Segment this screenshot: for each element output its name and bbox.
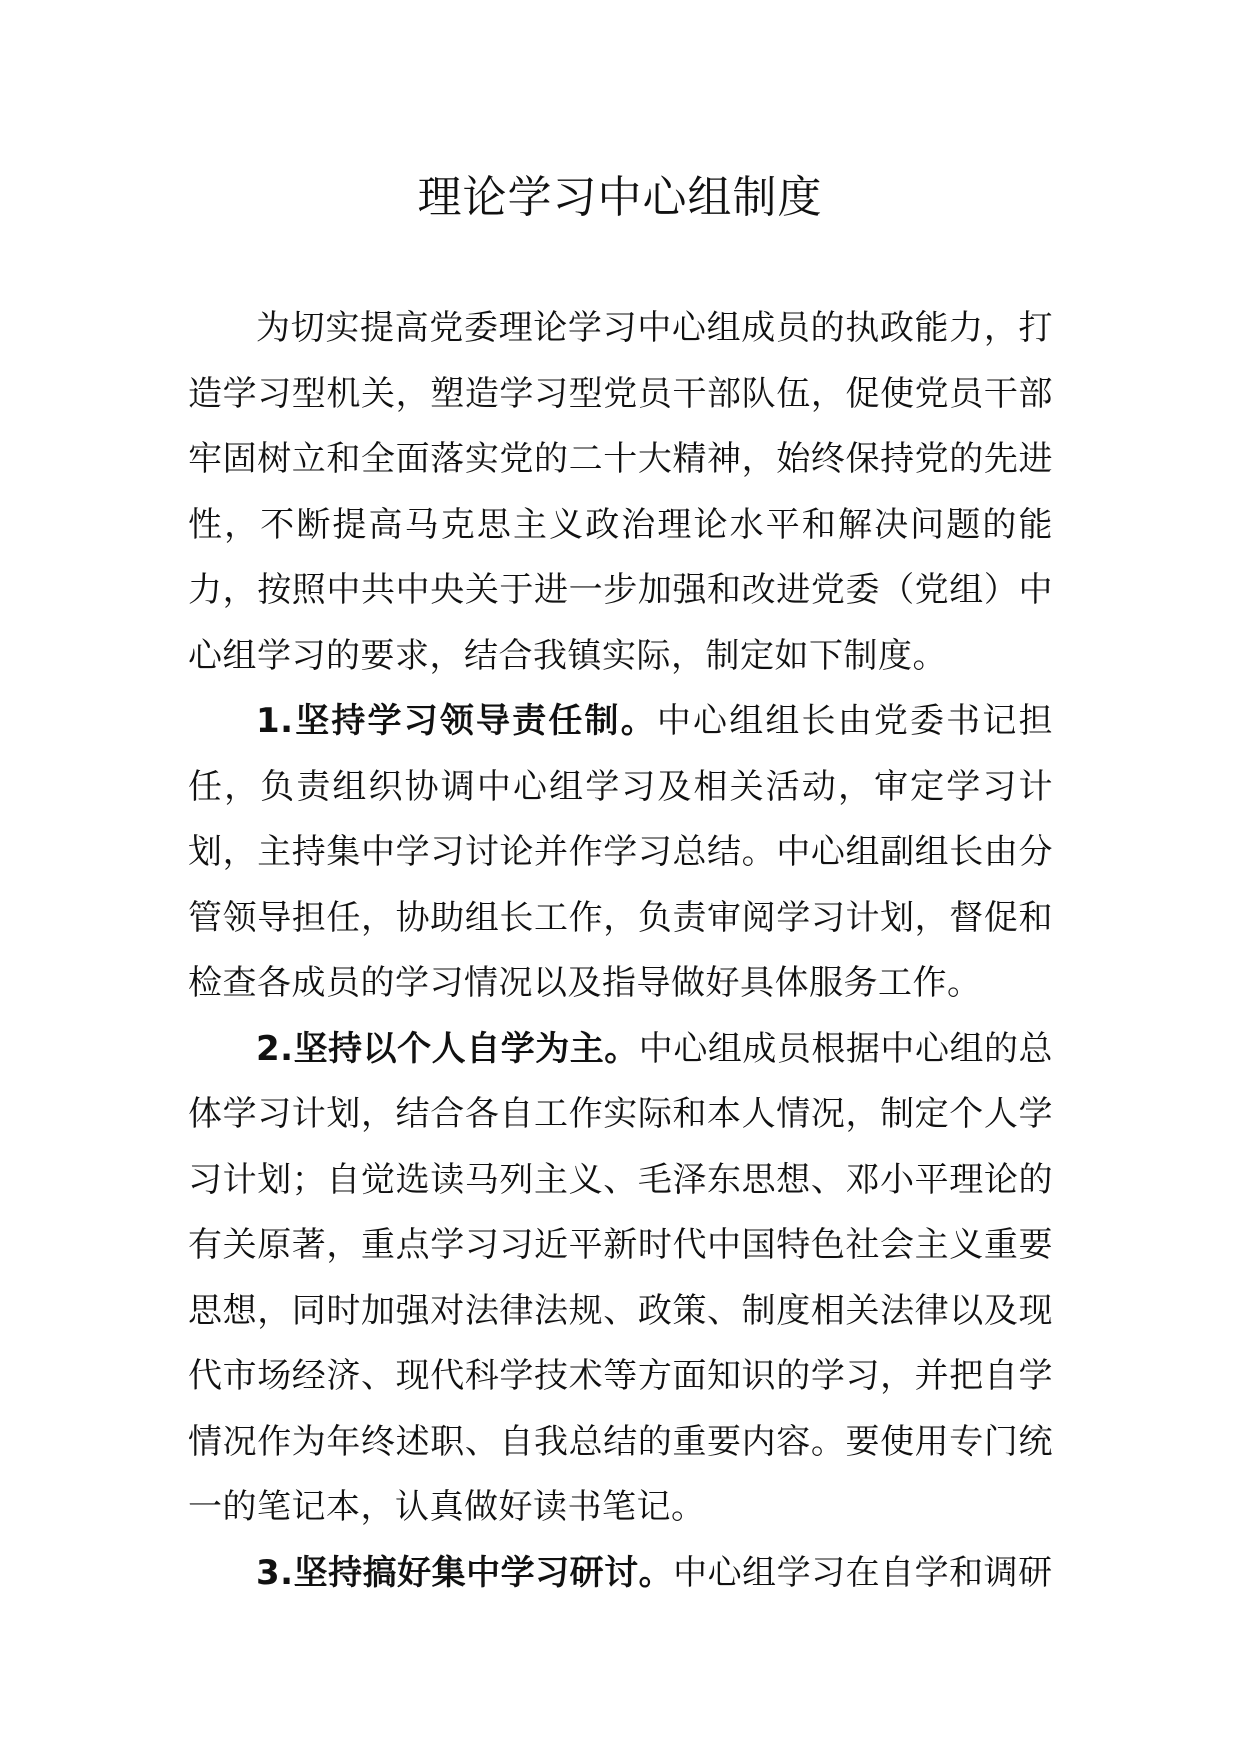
section-text-2: 中心组成员根据中心组的总体学习计划，结合各自工作实际和本人情况，制定个人学习计划；自觉选读马列主义、毛泽东思想、邓小平理论的有关原著，重点学习习近平新时代中国特色社会主义重要思想，同时加强对法律法规、政策、制度相关法律以及现代市场经济、现代科学技术等方面知识的学习，并把自学情况作为年终述职、自我总结的重要内容。要使用专门统一的笔记本，认真做好读书笔记。 xyxy=(188,1028,1054,1527)
document-title: 理论学习中心组制度 xyxy=(417,172,823,223)
section-heading-2: 2.坚持以个人自学为主。 xyxy=(256,1028,639,1069)
section-paragraph-2 xyxy=(188,1017,1053,1541)
section-text-3: 中心组学习在自学和调研 xyxy=(673,1552,1053,1593)
section-heading-1: 1.坚持学习领导责任制。 xyxy=(256,701,657,741)
section-text-1: 中心组组长由党委书记担任，负责组织协调中心组学习及相关活动，审定学习计划，主持集中学习讨论并作学习总结。中心组副组长由分管领导担任，协助组长工作，负责审阅学习计划，督促和检查各成员的学习情况以及指导做好具体服务工作。 xyxy=(188,701,1054,1003)
section-paragraph-1 xyxy=(188,689,1053,1017)
section-heading-3: 3.坚持搞好集中学习研讨。 xyxy=(256,1552,674,1593)
section-paragraph-3 xyxy=(188,1541,1053,1607)
intro-paragraph: 为切实提高党委理论学习中心组成员的执政能力，打造学习型机关，塑造学习型党员干部队伍，促使党员干部牢固树立和全面落实党的二十大精神，始终保持党的先进性，不断提高马克思主义政治理论水平和解决问题的能力，按照中共中央关于进一步加强和改进党委（党组）中心组学习的要求，结合我镇实际，制定如下制度。 xyxy=(188,308,1053,676)
document-body xyxy=(188,296,1053,1606)
